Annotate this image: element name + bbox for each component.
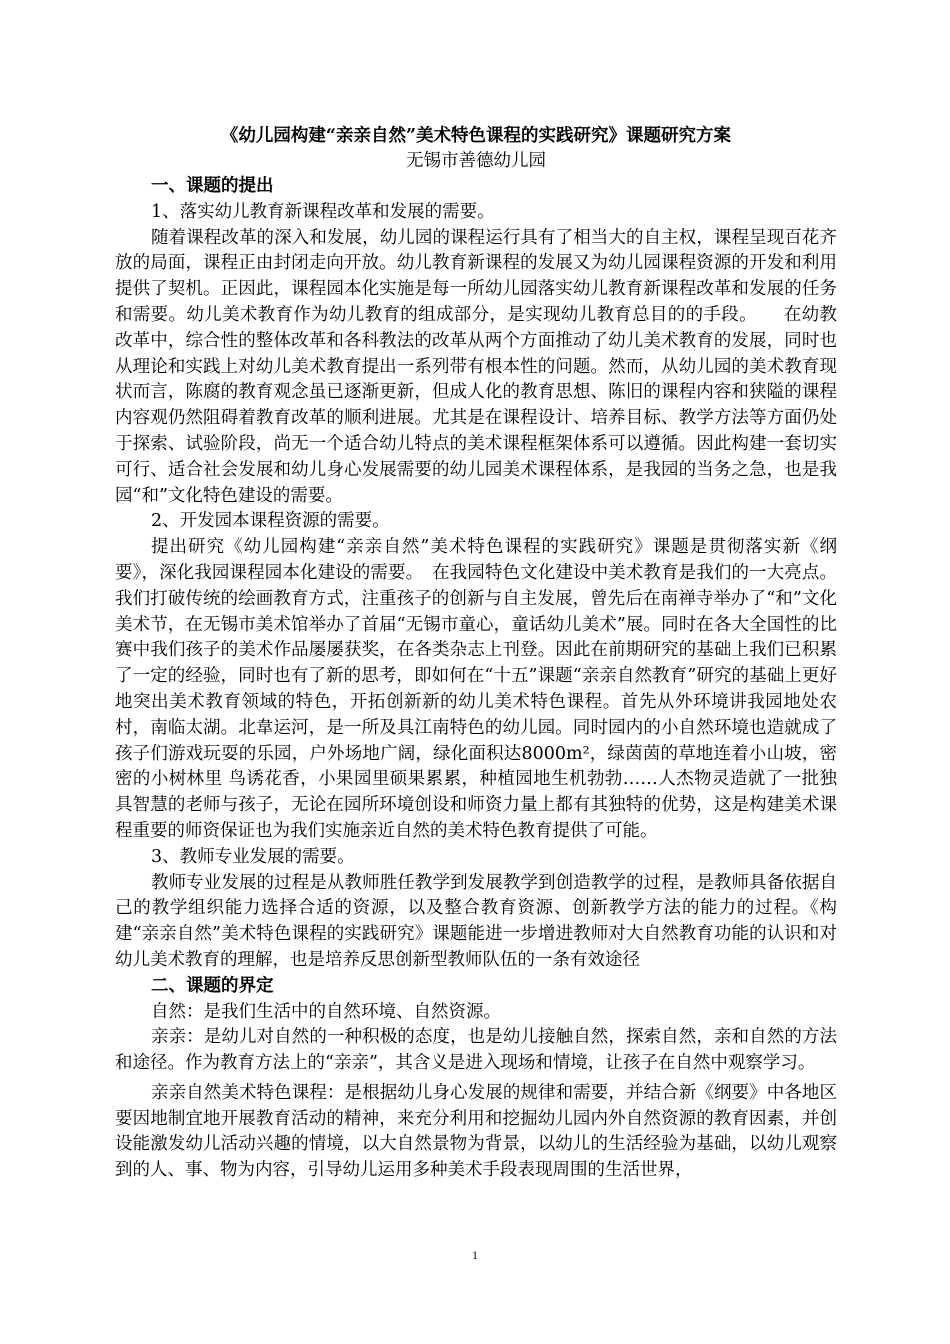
body-paragraph: 教师专业发展的过程是从教师胜任教学到发展教学到创造教学的过程，是教师具备依据自己的教学组织能力选择合适的资源，以及整合教育资源、创新教学方法的能力的过程。《构建“亲亲自然”美术特色课程的实践研究》课题能进一步增进教师对大自然教育功能的认识和对幼儿美术教育的理解，也是培养反思创新型教师队伍的一条有效途径 <box>115 872 837 970</box>
body-paragraph: 自然：是我们生活中的自然环境、自然资源。 <box>151 1001 501 1022</box>
body-paragraph: 提出研究《幼儿园构建“亲亲自然”美术特色课程的实践研究》课题是贯彻落实新《纲要》，深化我园课程园本化建设的需要。 在我园特色文化建设中美术教育是我们的一大亮点。我们打破传统的绘画教育方式，注重孩子的创新与自主发展，曾先后在南禅寺举办了“和”文化美术节，在无锡市美术馆举办了首届“无锡市童心，童话幼儿美术”展。同时在各大全国性的比赛中我们孩子的美术作品屡屡获奖，在各类杂志上刊登。因此在前期研究的基础上我们已积累了一定的经验，同时也有了新的思考，即如何在“十五”课题“亲亲自然教育”研究的基础上更好地突出美术教育领域的特色，开拓创新新的幼儿美术特色课程。首先从外环境讲我园地处农村，南临太湖。北韋运河，是一所及具江南特色的幼儿园。同时园内的小自然环境也造就成了孩子们游戏玩耍的乐园，户外场地广阔，绿化面积达8000m²，绿茵茵的草地连着小山坡，密密的小树林里 鸟诱花香，小果园里硕果累累，种植园地生机勃勃……人杰物灵造就了一批独具智慧的老师与孩子，无论在园所环境创设和师资力量上都有其独特的优势，这是构建美术课程重要的师资保证也为我们实施亲近自然的美术特色教育提供了可能。 <box>115 537 837 841</box>
document-author: 无锡市善德幼儿园 <box>406 151 546 171</box>
body-paragraph: 亲亲：是幼儿对自然的一种积极的态度，也是幼儿接触自然，探索自然，亲和自然的方法和途径。作为教育方法上的“亲亲”，其含义是进入现场和情境，让孩子在自然中观察学习。 <box>115 1027 837 1074</box>
subsection-title: 1、落实幼儿教育新课程改革和发展的需要。 <box>151 201 495 222</box>
page-number: 1 <box>472 1248 478 1262</box>
section-heading: 一、课题的提出 <box>151 176 274 196</box>
section-1 <box>115 174 837 974</box>
body-paragraph: 随着课程改革的深入和发展，幼儿园的课程运行具有了相当大的自主权，课程呈现百花齐放的局面，课程正由封闭走向开放。幼儿教育新课程的发展又为幼儿园课程资源的开发和利用提供了契机。正因此，课程园本化实施是每一所幼儿园落实幼儿教育新课程改革和发展的任务和需要。幼儿美术教育作为幼儿教育的组成部分，是实现幼儿教育总目的的手段。 在幼教改革中，综合性的整体改革和各科教法的改革从两个方面推动了幼儿美术教育的发展，同时也从理论和实践上对幼儿美术教育提出一系列带有根本性的问题。然而，从幼儿园的美术教育现状而言，陈腐的教育观念虽已逐渐更新，但成人化的教育思想、陈旧的课程内容和狭隘的课程内容观仍然阻碍着教育改革的顺利进展。尤其是在课程设计、培养目标、教学方法等方面仍处于探索、试验阶段，尚无一个适合幼儿特点的美术课程框架体系可以遵循。因此构建一套切实可行、适合社会发展和幼儿身心发展需要的幼儿园美术课程体系，是我园的当务之急，也是我园“和”文化特色建设的需要。 <box>115 227 837 506</box>
document-title: 《幼儿园构建“亲亲自然”美术特色课程的实践研究》课题研究方案 <box>220 126 732 146</box>
subsection-title: 3、教师专业发展的需要。 <box>151 846 355 867</box>
document-page <box>115 124 837 1184</box>
section-heading: 二、课题的界定 <box>151 975 274 996</box>
section-2 <box>115 974 837 1184</box>
subsection-title: 2、开发园本课程资源的需要。 <box>151 511 390 532</box>
body-paragraph: 亲亲自然美术特色课程：是根据幼儿身心发展的规律和需要，并结合新《纲要》中各地区要因地制宜地开展教育活动的精神，来充分利用和挖掘幼儿园内外自然资源的教育因素，并创设能激发幼儿活动兴趣的情境，以大自然景物为背景，以幼儿的生活经验为基础，以幼儿观察到的人、事、物为内容，引导幼儿运用多种美术手段表现周围的生活世界， <box>115 1082 837 1181</box>
